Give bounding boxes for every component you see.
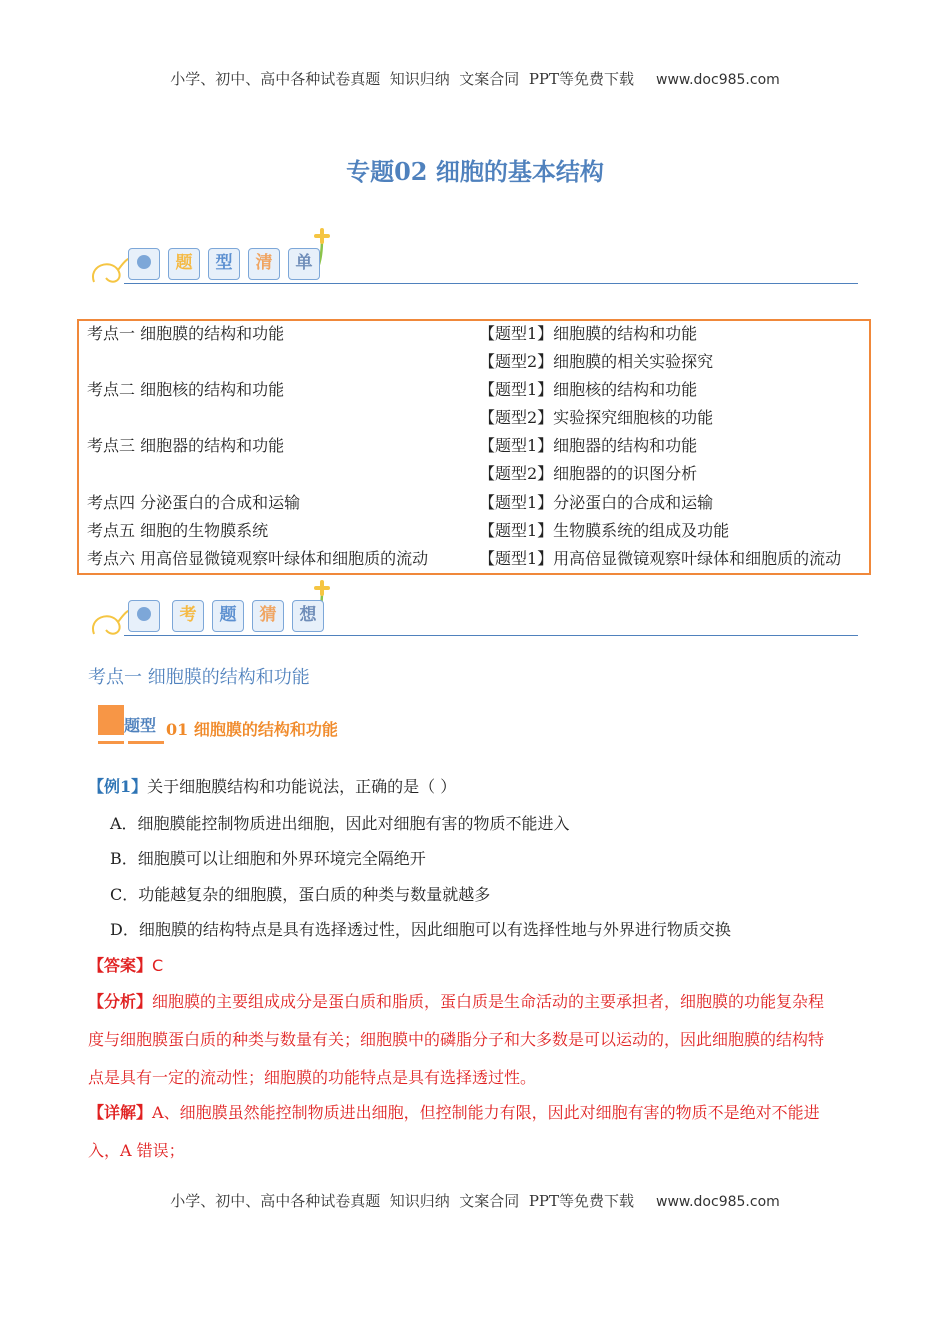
summary-row bbox=[79, 462, 869, 490]
summary-point: 考点二 细胞核的结构和功能 bbox=[87, 380, 285, 399]
banner-char-3: 猜 bbox=[252, 600, 284, 632]
summary-type: 【题型2】细胞器的的识图分析 bbox=[479, 464, 698, 483]
question-text: 关于细胞膜结构和功能说法，正确的是（ ） bbox=[147, 777, 457, 796]
banner-char-4: 单 bbox=[288, 248, 320, 280]
option-d: D．细胞膜的结构特点是具有选择透过性，因此细胞可以有选择性地与外界进行物质交换 bbox=[110, 920, 731, 939]
summary-type: 【题型1】用高倍显微镜观察叶绿体和细胞质的流动 bbox=[479, 549, 842, 568]
summary-row bbox=[79, 547, 869, 575]
page-header bbox=[0, 68, 950, 89]
tag-block bbox=[98, 705, 124, 735]
page-title: 专题02 细胞的基本结构 bbox=[346, 157, 604, 186]
detail-tag: 【详解】 bbox=[88, 1103, 153, 1122]
detail-text: A、细胞膜虽然能控制物质进出细胞，但控制能力有限，因此对细胞有害的物质不是绝对不能进 bbox=[152, 1103, 820, 1122]
option-c: C．功能越复杂的细胞膜，蛋白质的种类与数量就越多 bbox=[110, 885, 491, 904]
summary-row bbox=[79, 406, 869, 434]
banner-char-2: 题 bbox=[212, 600, 244, 632]
banner-char-1: 题 bbox=[168, 248, 200, 280]
analysis-line: 点是具有一定的流动性；细胞膜的功能特点是具有选择透过性。 bbox=[88, 1068, 537, 1087]
summary-type: 【题型2】实验探究细胞核的功能 bbox=[479, 408, 714, 427]
tag-title: 01 细胞膜的结构和功能 bbox=[166, 720, 338, 739]
summary-row bbox=[79, 378, 869, 406]
summary-point: 考点一 细胞膜的结构和功能 bbox=[87, 324, 285, 343]
tag-word: 题型 bbox=[124, 716, 157, 735]
detail-line bbox=[88, 1101, 820, 1125]
banner-char-1: 考 bbox=[172, 600, 204, 632]
summary-point: 考点六 用高倍显微镜观察叶绿体和细胞质的流动 bbox=[87, 549, 429, 568]
example-tag: 【例1】 bbox=[88, 777, 148, 796]
summary-type: 【题型1】生物膜系统的组成及功能 bbox=[479, 521, 730, 540]
banner-dot-tile bbox=[128, 600, 160, 632]
section-banner-question-types bbox=[88, 226, 858, 290]
summary-row bbox=[79, 491, 869, 519]
banner-underline bbox=[124, 283, 858, 284]
question-type-summary-box bbox=[77, 319, 871, 575]
footer-text: 小学、初中、高中各种试卷真题 知识归纳 文案合同 PPT等免费下载 bbox=[170, 1192, 635, 1210]
summary-row bbox=[79, 519, 869, 547]
summary-type: 【题型1】细胞膜的结构和功能 bbox=[479, 324, 698, 343]
summary-point: 考点五 细胞的生物膜系统 bbox=[87, 521, 269, 540]
analysis-line: 度与细胞膜蛋白质的种类与数量有关；细胞膜中的磷脂分子和大多数是可以运动的，因此细胞膜的结构特 bbox=[88, 1030, 825, 1049]
tag-underline bbox=[128, 741, 164, 744]
header-text: 小学、初中、高中各种试卷真题 知识归纳 文案合同 PPT等免费下载 bbox=[170, 70, 635, 88]
summary-point: 考点三 细胞器的结构和功能 bbox=[87, 436, 285, 455]
banner-char-4: 想 bbox=[292, 600, 324, 632]
answer-line bbox=[88, 954, 163, 978]
option-a: A．细胞膜能控制物质进出细胞，因此对细胞有害的物质不能进入 bbox=[110, 814, 570, 833]
banner-underline bbox=[124, 635, 858, 636]
analysis-text: 细胞膜的主要组成成分是蛋白质和脂质，蛋白质是生命活动的主要承担者，细胞膜的功能复杂程 bbox=[152, 992, 825, 1011]
header-url[interactable]: www.doc985.com bbox=[656, 72, 780, 88]
summary-row bbox=[79, 350, 869, 378]
tag-underline bbox=[98, 741, 124, 744]
banner-char-3: 清 bbox=[248, 248, 280, 280]
banner-dot-tile bbox=[128, 248, 160, 280]
analysis-line bbox=[88, 990, 824, 1014]
analysis-tag: 【分析】 bbox=[88, 992, 153, 1011]
detail-line: 入，A 错误； bbox=[88, 1141, 185, 1160]
banner-char-2: 型 bbox=[208, 248, 240, 280]
summary-type: 【题型1】细胞器的结构和功能 bbox=[479, 436, 698, 455]
example-question bbox=[88, 775, 456, 799]
footer-url[interactable]: www.doc985.com bbox=[656, 1194, 780, 1210]
summary-type: 【题型1】细胞核的结构和功能 bbox=[479, 380, 698, 399]
answer-tag: 【答案】 bbox=[88, 956, 153, 975]
option-b: B．细胞膜可以让细胞和外界环境完全隔绝开 bbox=[110, 849, 426, 868]
summary-row bbox=[79, 322, 869, 350]
summary-type: 【题型2】细胞膜的相关实验探究 bbox=[479, 352, 714, 371]
knowledge-point-heading: 考点一 细胞膜的结构和功能 bbox=[88, 667, 310, 688]
answer-value: C bbox=[152, 956, 164, 975]
section-banner-question-guess bbox=[88, 578, 858, 642]
summary-point: 考点四 分泌蛋白的合成和运输 bbox=[87, 493, 301, 512]
page-footer bbox=[0, 1190, 950, 1211]
summary-row bbox=[79, 434, 869, 462]
question-type-tag bbox=[98, 705, 378, 745]
summary-type: 【题型1】分泌蛋白的合成和运输 bbox=[479, 493, 714, 512]
